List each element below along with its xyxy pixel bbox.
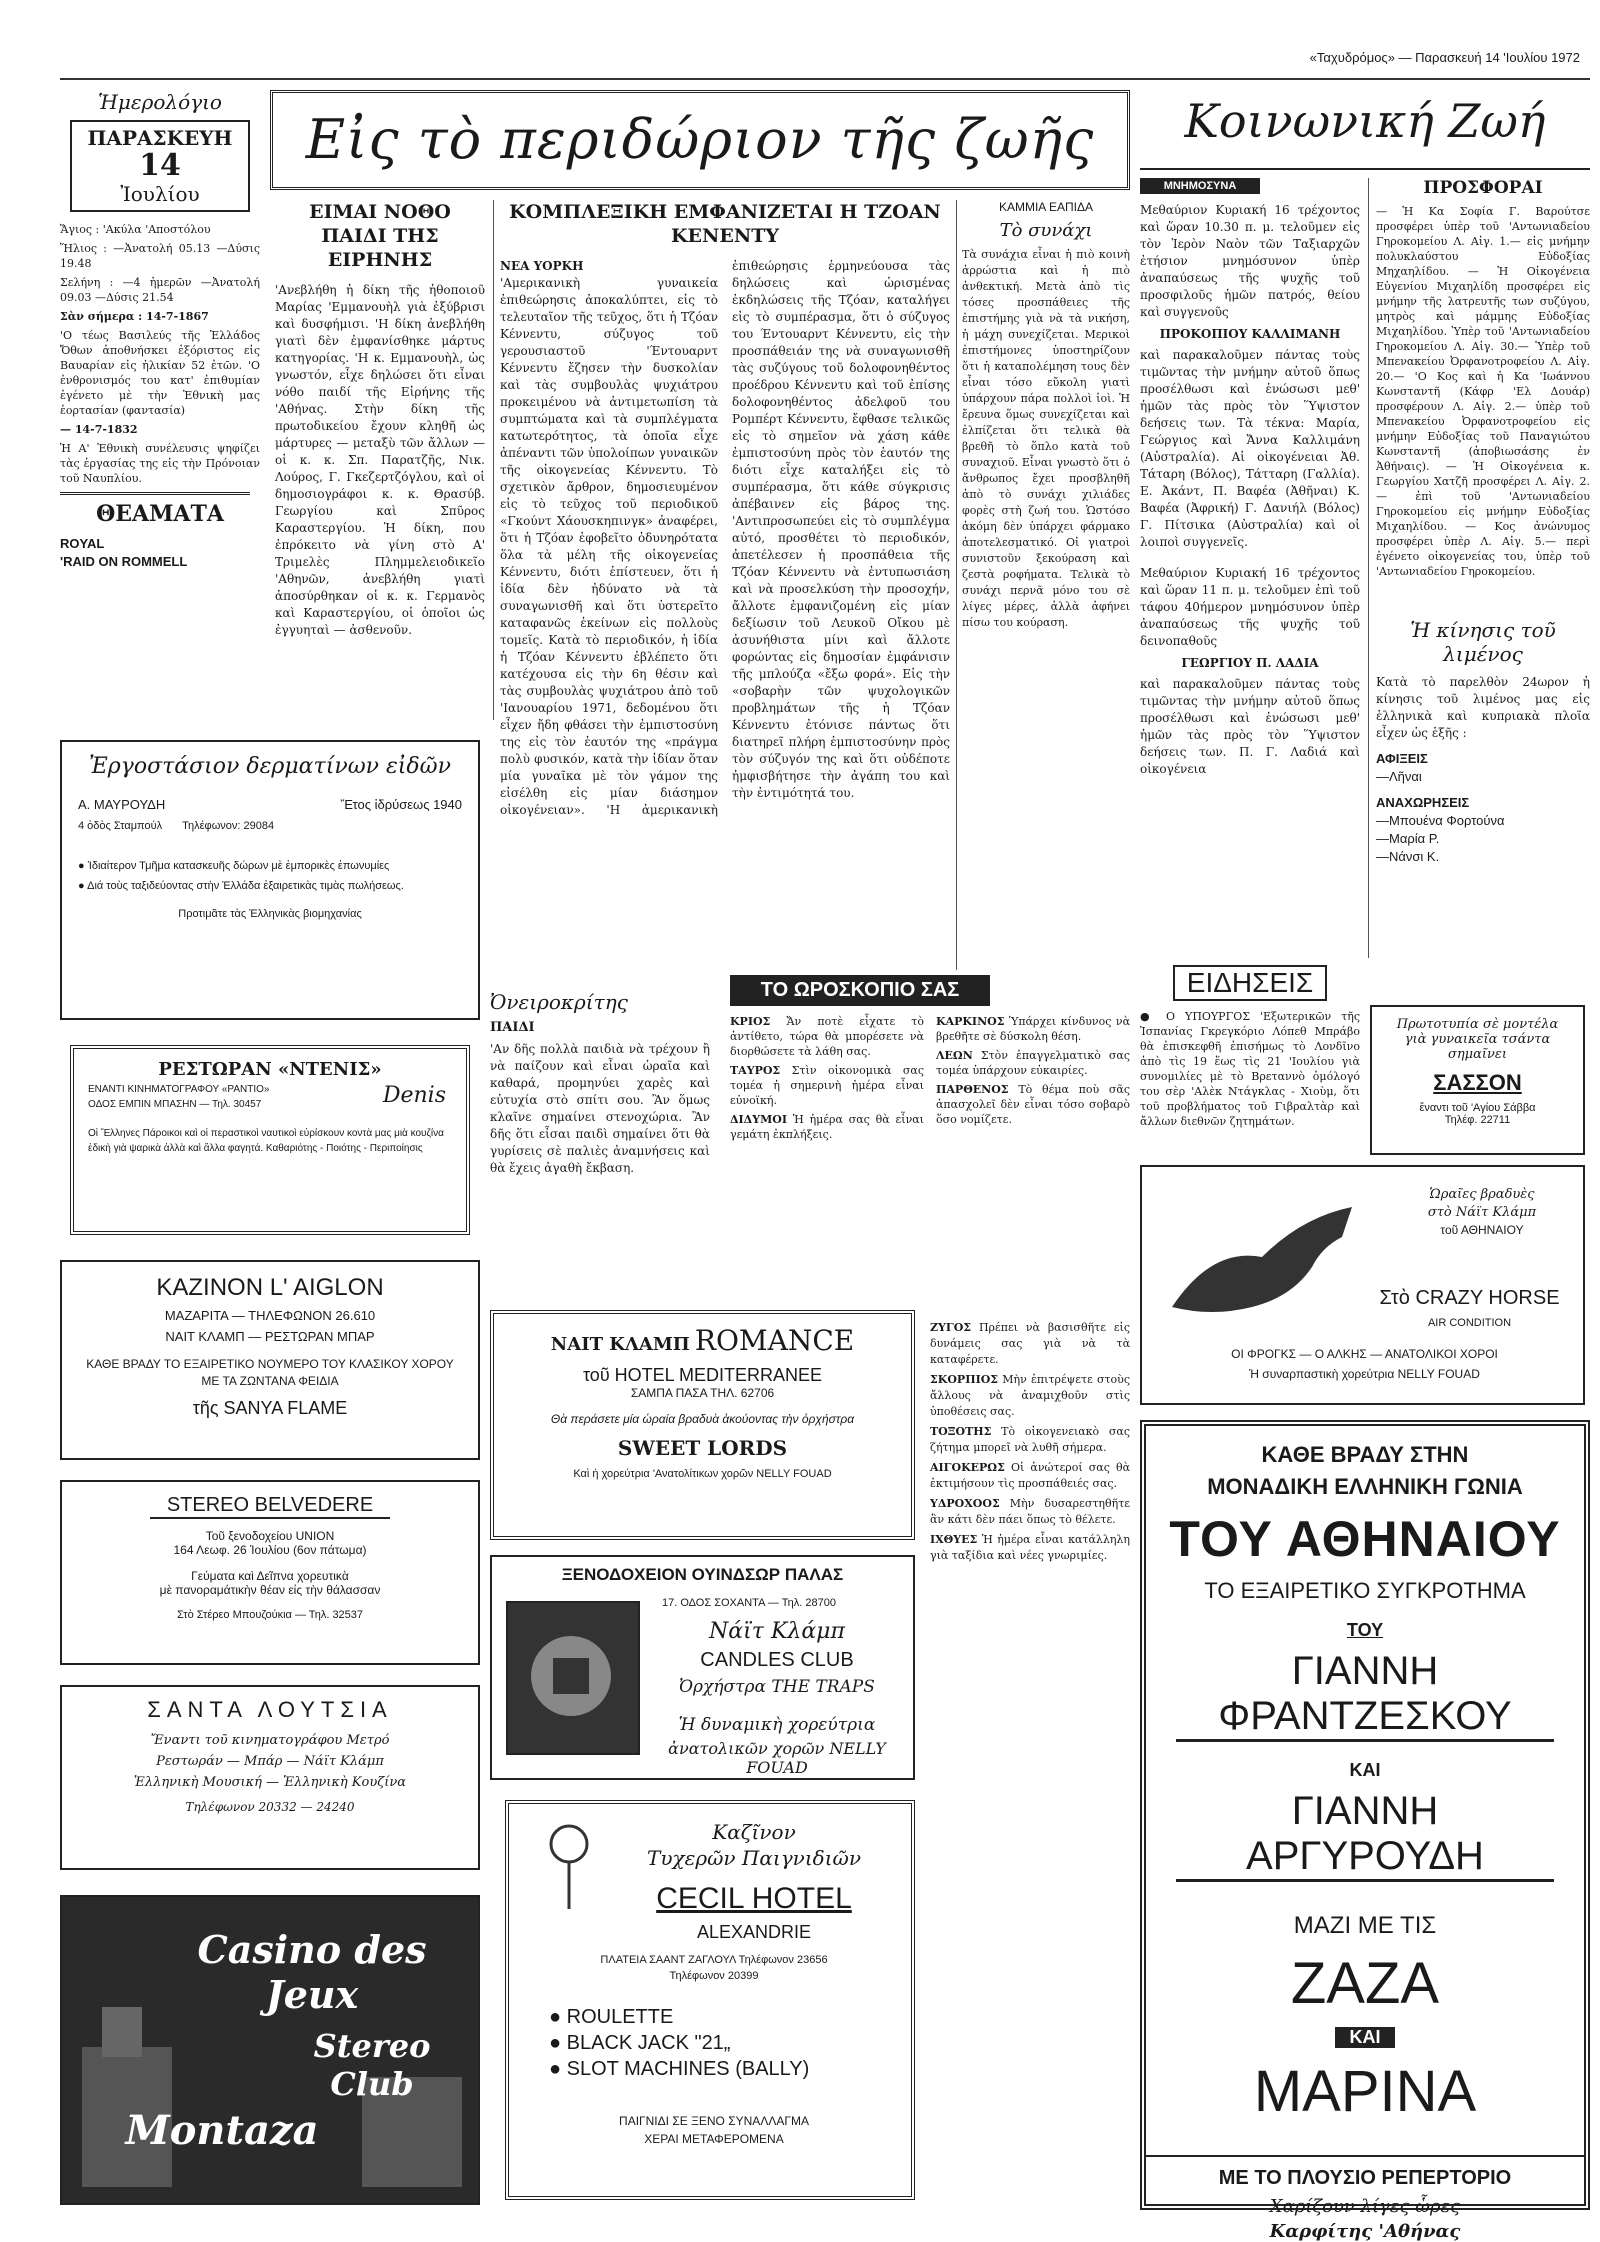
montaza-stereo: Stereo Club [313, 2027, 431, 2103]
ad-sasson-addr: ἔναντι τοῦ 'Αγίου Σάββα [1419, 1102, 1536, 1114]
sign-capricorn: ΑΙΓΟΚΕΡΩΣ [930, 1461, 1005, 1474]
article-kennedy [500, 200, 950, 970]
ad-athinaiou [1140, 1420, 1590, 2242]
ad-ath-l2: ΜΟΝΑΔΙΚΗ ΕΛΛΗΝΙΚΗ ΓΩΝΙΑ [1207, 1474, 1523, 1499]
ad-aiglon [60, 1260, 480, 1460]
ad-crazy-horse [1140, 1165, 1585, 1405]
calendar-column [60, 86, 260, 726]
ad-denis-addr1: ΕΝΑΝΤΙ ΚΙΝΗΜΑΤΟΓΡΑΦΟΥ «ΡΑΝΤΙΟ» [88, 1084, 270, 1095]
ad-santa-lucia [60, 1685, 480, 1870]
ad-fur-owner: Α. ΜΑΥΡΟΥΔΗ [78, 797, 166, 812]
memorial-1-name: ΠΡΟΚΟΠΙΟΥ ΚΑΛΛΙΜΑΝΗ [1159, 327, 1341, 341]
offers-column [1376, 178, 1590, 948]
sign-aquarius: ΥΔΡΟΧΟΟΣ [930, 1497, 1000, 1510]
ad-cecil-hotel: CECIL HOTEL [656, 1882, 852, 1915]
ad-fur-owner-row [78, 797, 462, 812]
ad-fur-item-text: Ἰδιαίτερον Τμῆμα κατασκευῆς δώρων μὲ ἐμπορικὲς ἐπωνυμίες [87, 860, 390, 872]
ad-romance-head [494, 1324, 911, 1357]
calendar-title: Ἡμερολόγιο [98, 90, 222, 114]
ad-cecil-city: ALEXANDRIE [696, 1922, 812, 1942]
ad-windsor-addr: 17. ΟΔΟΣ ΣΟΧΑΝΤΑ — Τηλ. 28700 [662, 1597, 836, 1609]
ad-ath-l6: ΓΙΑΝΝΗ ΦΡΑΝΤΖΕΣΚΟΥ [1176, 1649, 1554, 1742]
article-noth-title: ΕΙΜΑΙ ΝΟΘΟ ΠΑΙΔΙ ΤΗΣ ΕΙΡΗΝΗΣ [309, 201, 451, 271]
sign-leo-text: Στὸν ἐπαγγελματικὸ σας τομέα ὑπάρχουν εὐκαιρίες. [936, 1049, 1131, 1077]
ad-romance-hotel: τοῦ HOTEL MEDITERRANEE [582, 1365, 823, 1385]
port-departures-title: ΑΝΑΧΩΡΗΣΕΙΣ [1376, 795, 1470, 810]
almanac-event-2: Ἡ Α' Ἐθνικὴ συνέλευσις ψηφίζει τὰς ἐργασίας της εἰς τὴν Πρόνοιαν τοῦ Ναυπλίου. [60, 442, 260, 485]
article-noth [275, 200, 485, 720]
ad-cecil-casino: Καζῖνον [712, 1820, 796, 1844]
ad-ath-l11: ΚΑΙ [1335, 2027, 1395, 2048]
ad-ath-l13: ΜΕ ΤΟ ΠΛΟΥΣΙΟ ΡΕΠΕΡΤΟΡΙΟ [1146, 2155, 1584, 2190]
col-divider [493, 200, 494, 720]
memorial-1-signers: καὶ παρακαλοῦμεν πάντας τοὺς τιμῶντας τὴν μνήμην αὐτοῦ ὅπως προσέλθωσι καὶ ἑνώσωσι μεθ' ἡμῶν τὰς πρὸς τὸν Ὕψιστον δεήσεις των. Τὰ τέκνα: Μαρία, Γεώργιος καὶ Ἄννα Καλλιμάνη (Αὐστραλία). Αἱ οἰκογένειαι Ἀθ. Τάταρη (Βόλος), Τάτταρη (Γαλλία). Ε. Ἀκάντ, Π. Βαφέα (Ἀθῆναι) Κ. Βαφέα (Ἀφρική) Γ. Δανιήλ (Βόλος) Γ. Πίτσικα (Αὐστραλία) καὶ οἱ λοιποὶ συγγενεῖς. [1140, 348, 1360, 549]
sign-leo: ΛΕΩΝ [936, 1049, 973, 1062]
sign-taurus: ΤΑΥΡΟΣ [730, 1064, 781, 1077]
ad-cecil-games: Τυχερῶν Παιγνιδιῶν [646, 1846, 862, 1870]
ad-fur-title: Ἐργοστάσιον δερματίνων εἰδῶν [88, 754, 451, 779]
dream-box [490, 990, 710, 1250]
ad-crazy-venue: Στὸ CRAZY HORSE [1379, 1287, 1560, 1309]
ad-belvedere-addr: 164 Λεωφ. 26 Ἰουλίου (6ον πάτωμα) [173, 1543, 367, 1557]
ad-cecil-games-list [549, 2004, 809, 2082]
ad-windsor-band: Ὀρχήστρα THE TRAPS [679, 1677, 875, 1697]
ad-cecil-foreign-currency: ΠΑΙΓΝΙΔΙ ΣΕ ΞΕΝΟ ΣΥΝΑΛΛΑΓΜΑ [619, 2114, 809, 2128]
ad-fur-item: ● Διά τοὺς ταξιδεύοντας στὴν Ἑλλάδα ἐξαιρετικὰς τιμὰς πωλήσεως. [78, 880, 404, 892]
ad-sasson-l2: γιὰ γυναικεῖα τσάντα [1404, 1032, 1551, 1047]
ad-belvedere-hotel: Τοῦ ξενοδοχείου UNION [205, 1529, 335, 1543]
theatres-title: ΘΕΑΜΑΤΑ [96, 501, 224, 527]
news-title: ΕΙΔΗΣΕΙΣ [1173, 965, 1327, 1001]
ad-ath-l9: ΜΑΖΙ ΜΕ ΤΙΣ [1293, 1912, 1437, 1939]
sign-virgo: ΠΑΡΘΕΝΟΣ [936, 1083, 1009, 1096]
almanac-today-date-2: — 14-7-1832 [60, 423, 138, 436]
almanac-today-date: Σὰν σήμερα : 14-7-1867 [60, 310, 209, 323]
article-kennedy-title: ΚΟΜΠΛΕΞΙΚΗ ΕΜΦΑΝΙΖΕΤΑΙ Η ΤΖΟΑΝ ΚΕΝΕΝΤΥ [509, 201, 941, 247]
ad-romance-promo: Θὰ περάσετε μία ὡραία βραδυὰ ἀκούοντας τὴν ὀρχήστρα [550, 1412, 855, 1426]
article-kennedy-body-wrap [500, 258, 950, 978]
ad-ath-l10: ΖΑΖΑ [1290, 1951, 1440, 2016]
sign-aries-text: Ἄν ποτὲ εἶχατε τὸ ἀντίθετο, τώρα θὰ μπορέσετε νὰ διορθώσετε τὰ λάθη σας. [730, 1015, 925, 1058]
article-kennedy-body: 'Αμερικανικὴ γυναικεία ἐπιθεώρησις ἀποκαλύπτει, εἰς τὸ τελευταῖον τῆς τεῦχος, ὅτι ἡ Τζόαν Κέννεντυ, σύζυγος τοῦ γερουσιαστοῦ 'Έντουαρντ Κέννεντυ ἔζησεν τὴν δυσκολίαν καὶ τὰς συμβουλὰς ψυχιάτρου προκειμένου νὰ ἀντιμετωπίση τὰ συμπτώματα καὶ τὰ συμπλέγματα κατωτερότητος, τὰ ὁποῖα εἶχε ἀπέναντι τῶν ὑπολοίπων γυναικῶν τῆς οἰκογενείας Κέννεντυ. Τὸ σχετικὸν ἄρθρον, δημοσιευμένον εἰς τὸ τεῦχος τοῦ περιοδικοῦ «Γκούντ Χάουσκηπινγκ» ἀναφέρει, ὅτι ἡ Τζόαν ἐφοβεῖτο ὁδυνηρότατα ὅλα τὰ μέλη τῆς οἰκογενείας Κέννεντυ, διότι ἐπίστευεν, ὅτι ἡ ἰδία δὲν ἠδύνατο νὰ τὰ συναγωνισθῆ καὶ ὅτι ὑστερεῖτο καταφανῶς ἐκείνων εἰς πολλοὺς τομεῖς. Κατὰ τὸ περιοδικόν, ἡ ἰδία ἡ Τζόαν Κέννεντυ ἐβλέπετο ὅτι κατέχουσα εἰς τὴν 6η θέσιν καὶ τὰς συμβουλὰς ψυχιάτρου ἀπὸ τοῦ 'Ιανουαρίου 1971, δεδομένου ὅτι εἶχεν ἤδη φθάσει τὴν ἐμπιστοσύνη της εἰς τὸν ἑαυτόν της «πράγμα πολὺ φυσικόν, κατὰ τὴν ἰδίαν ὅταν μία γυναῖκα μὲ τὸν γάμον της εἰσέλθη εἰς μίαν διάσημον οἰκογένειαν». 'Η ἀμερικανικὴ ἐπιθεώρησις ἑρμηνεύουσα τὰς δηλώσεις καὶ ὡρισμένας ἐκδηλώσεις τῆς Τζόαν, καταλήγει εἰς τὸ συμπέρασμα, ὅτι ὁ σύζυγος του Έντουαρντ Κέννεντυ, εἰς τὴν προσπάθειάν της νὰ συναγωνισθῆ τὰς συζύγους τοῦ δολοφονηθέντος προέδρου Κέννεντυ καὶ τοῦ ἐπίσης δολοφονηθέντος ἀδελφοῦ του Ρομπέρτ Κέννεντυ, ἔφθασε τελικῶς εἰς τὸ σημεῖον νὰ χάση κάθε ἐμπιστοσύνη πρὸς τὸν ἑαυτόν της διότι εἶχε καταλήξει εἰς τὸ συμπέρασμα, ὅτι κάθε σύγκρισις ἀπέβαινεν εἰς βάρος της. 'Αντιπροσωπεύει εἰς τὸ συμπλέγμα αὐτό, προσθέτει τὸ περιοδικόν, ἀπετέλεσεν ἡ προσπάθεια τῆς Τζόαν Κέννεντυ νὰ ἐντυπωσιάση καὶ νὰ προσελκύση τὴν προσοχήν, ἄλλοτε ἐμφανιζομένη εἰς μίαν δεξίωσιν τοῦ Λευκοῦ Οἴκου μὲ ἀσυνήθιστα μίνι καὶ ἄλλοτε φορώντας εἰς δημοσίαν ἐμφάνισιν τῆς μπλούζα «ἔξω φορά». Εἰς τὴν «σοβαρὴν τῶν ψυχολογικῶν προβλημάτων τῆς ἡ Τζόαν Κέννεντυ ἐτόνισε πάντως ὅτι διατηρεῖ πλήρη ἐμπιστοσύνην πρὸς τὸν σύζυγόν της καὶ ὅτι οὐδέποτε ἠμφισβήτησε τὴν ἀγάπη του καὶ τὴν ἐντιμότητά του. [500, 259, 950, 817]
weekday: ΠΑΡΑΣΚΕΥΗ [87, 126, 233, 150]
game-item: ● SLOT MACHINES (BALLY) [549, 2058, 810, 2080]
ad-santa-title: ΣΑΝΤΑ ΛΟΥΤΣΙΑ [147, 1697, 393, 1722]
ad-romance-band: SWEET LORDS [617, 1436, 788, 1460]
ad-fur-addr-row [78, 820, 462, 832]
sign-pisces: ΙΧΘΥΕΣ [930, 1533, 978, 1546]
sign-sagittarius: ΤΟΞΟΤΗΣ [930, 1425, 992, 1438]
ad-windsor-dancer-l2: ἀνατολικῶν χορῶν NELLY FOUAD [668, 1739, 886, 1777]
ad-ath-l5: ΤΟΥ [1346, 1620, 1384, 1640]
ad-fur-footer: Προτιμᾶτε τὰς Ἑλληνικὰς βιομηχανίας [178, 908, 362, 920]
port-departure: —Μπουένα Φορτούνα [1376, 813, 1505, 828]
article-cold-title: Τὸ συνάχι [999, 220, 1093, 241]
dream-text: 'Αν δῆς πολλὰ παιδιὰ νὰ τρέχουν ἢ νὰ παίζουν καὶ εἶναι ὡραῖα καὶ καθαρά, προμηνύει χαρὲς καὶ εὐτυχία στὸ σπίτι σου. Ἂν ὅμως κλαῖνε σημαίνει στενοχώρια. Ἂν δῆς ὅτι εἶσαι παιδὶ σημαίνει ὅτι θὰ γυρίσεις σὲ παλιὲς ἀναμνήσεις καὶ θὰ ἔχεις ἀγαθὴ ἔκβαση. [490, 1042, 710, 1175]
theatre-name: ROYAL [60, 536, 105, 551]
memorials-title: ΜΝΗΜΟΣΥΝΑ [1140, 178, 1260, 194]
article-kennedy-dateline: ΝΕΑ ΥΟΡΚΗ [500, 259, 584, 273]
ad-crazy-l2: στὸ Νάϊτ Κλάμπ [1427, 1205, 1537, 1220]
almanac [60, 222, 260, 486]
ad-windsor-title: ΞΕΝΟΔΟΧΕΙΟΝ ΟΥΙΝΔΣΩΡ ΠΑΛΑΣ [561, 1565, 844, 1584]
running-header: «Ταχυδρόμος» — Παρασκευή 14 'Ιουλίου 1972 [1309, 50, 1580, 65]
header-rule [60, 78, 1590, 80]
memorials-column [1140, 178, 1360, 958]
social-life-title: Κοινωνική Ζωή [1184, 94, 1546, 148]
sign-libra-text: Πρέπει νὰ βασισθῆτε εἰς δυνάμεις σας γιὰ νὰ τὰ καταφέρετε. [930, 1321, 1130, 1366]
sign-cancer: ΚΑΡΚΙΝΟΣ [936, 1015, 1005, 1028]
month: Ἰουλίου [120, 182, 200, 206]
ad-denis-logo: Denis [382, 1083, 446, 1108]
ad-aiglon-title: ΚΑΖΙΝΟΝ L' AIGLON [156, 1274, 384, 1301]
sign-gemini-text: Ἡ ἡμέρα σας θὰ εἶναι γεμάτη ἐκπλήξεις. [730, 1113, 924, 1141]
horoscope-title: ΤΟ ΩΡΟΣΚΟΠΙΟ ΣΑΣ [730, 975, 990, 1006]
ad-romance-addr: ΣΑΜΠΑ ΠΑΣΑ ΤΗΛ. 62706 [630, 1386, 775, 1400]
game-roulette: ROULETTE [566, 2006, 674, 2028]
memorial-1-text: Μεθαύριον Κυριακή 16 τρέχοντος καὶ ὥραν 10.30 π. μ. τελοῦμεν εἰς τὸν Ἱερὸν Ναὸν τῶν Ταξιαρχῶν ἐτήσιον μνημόσυνον ὑπὲρ ἀναπαύσεως τῆς ψυχῆς τοῦ προσφιλοῦς ἡμῶν πατρός, θείου καὶ συγγενοῦς [1140, 203, 1360, 319]
ad-sasson [1370, 1005, 1585, 1155]
article-cold-body: Τὰ συνάχια εἶναι ἡ πιὸ κοινὴ ἀρρώστια καὶ ἡ πιὸ ἀνθεκτική. Μετὰ ἀπὸ τὶς τόσες προσπάθειες τῆς ἐπιστήμης γιὰ νὰ τὰ νικήση, ἡ μάχη συνεχίζεται. Μερικοὶ ἐπιστήμονες ὑποστηρίζουν ὅτι ἡ καταπολέμηση τους δὲν εἶναι τόσο εὔκολη γιατὶ ὑπάρχουν πάρα πολλοὶ ἰοὶ. Ἡ ἔρευνα ὅμως συνεχίζεται καὶ ἐλπίζεται ὅτι τελικὰ θὰ βρεθῆ τὸ ὅπλο κατὰ τοῦ συναχιοῦ. Εἶναι γνωστὸ ὅτι ὁ ἄνθρωπος ἔχει προσβληθῆ ἀπὸ τὸ συνάχι χιλιάδες φορὲς στὴ ζωή του. Ὡστόσο ἀκόμη δὲν ὑπάρχει φάρμακο ἀποτελεσματικό. Οἱ γιατροὶ συνιστοῦν ξεκούραση καὶ ζεστὰ ροφήματα. Τελικὰ τὸ συνάχι περνᾶ μόνο του σὲ λίγες μέρες, ἀλλὰ ἀφήνει πίσω του κούραση. [962, 248, 1130, 629]
ad-windsor-nightclub: Νάϊτ Κλάμπ [709, 1619, 845, 1644]
ad-sasson-tel: Τηλέφ. 22711 [1444, 1114, 1511, 1126]
ad-ath-l4: ΤΟ ΕΞΑΙΡΕΤΙΚΟ ΣΥΓΚΡΟΤΗΜΑ [1204, 1578, 1526, 1603]
ad-belvedere-view: μὲ πανοραμάτικὴν θέαν εἰς τὴν θάλασσαν [159, 1583, 381, 1597]
montaza-name: Montaza [125, 2107, 319, 2154]
game-item: ● BLACK JACK "21„ [549, 2032, 731, 2054]
sign-sagittarius-text: Τὸ οἰκογενειακὸ σας ζήτημα μπορεῖ νὰ λυθῆ σήμερα. [930, 1425, 1130, 1454]
sign-virgo-text: Τὸ θέμα ποὺ σᾶς ἀπασχολεῖ δὲν εἶναι τόσο σοβαρὸ ὅσο νομίζετε. [936, 1083, 1130, 1126]
article-cold [962, 200, 1130, 960]
ad-fur-addr: 4 ὁδὸς Σταμπούλ [78, 820, 163, 832]
ad-crazy-acts: ΟΙ ΦΡΟΓΚΣ — Ο ΑΛΚΗΣ — ΑΝΑΤΟΛΙΚΟΙ ΧΟΡΟΙ [1231, 1347, 1498, 1361]
cecil-flower-icon [529, 1814, 609, 1914]
horoscope-continued [930, 1320, 1130, 2200]
ad-belvedere [60, 1480, 480, 1665]
ad-belvedere-meals: Γεύματα καὶ Δεῖπνα χορευτικὰ [191, 1569, 349, 1583]
windsor-crest-svg [508, 1603, 634, 1749]
article-cold-byline: ΚΑΜΜΙΑ ΕΑΠΙΔΑ [998, 200, 1094, 214]
ad-sasson-name: ΣΑΣΣΟΝ [1433, 1070, 1522, 1095]
game-item: ● ROULETTE [549, 2006, 674, 2028]
col-divider [956, 200, 957, 970]
offers-text: — Ἡ Κα Σοφία Γ. Βαρούτσε προσφέρει ὑπὲρ τοῦ 'Αντωνιαδείου Γηροκομείου Λ. Αἰγ. 1.— εἰς μνήμην πολυκλαύστου Εὐδοξίας Μηχαηλίδου. — Ἡ Οἰκογένεια Εὐγενίου Μιχαηλίδη προσφέρει εἰς μνήμην τῆς λατρευτῆς των συζύγου, μητρὸς καὶ μάμμης Εὐδοξίας Μιχαηλίδου. Ὑπὲρ τοῦ 'Αντωνιαδείου Γηροκομείου Λ. Αἰγ. 30.— Ὑπὲρ τοῦ Μπενακείου Ὀρφανοτροφείου Λ. Αἰγ. 20.— 'Ο Κος καὶ ἡ Κα 'Ιωάννου Κωνσταντῆ (Κάφρ 'Ελ Δουάρ) προσφέρουν Λ. Αἰγ. 2.— ὑπὲρ τοῦ Μπενακείου Ὀρφανοτροφείου εἰς μνήμην Εὐδοξίας τοῦ Παναγιώτου Κωνσταντῆ (ἀποβιωσάσης ἐν Ἀθήναις). — Ἡ Οἰκογένεια κ. Γεωργίου Χατζῆ προσφέρει Λ. Αἰγ. 2.— ἐπὶ τοῦ 'Αντωνιαδείου Γηροκομείου εἰς μνήμην Εὐδοξίας Μιχαηλίδου. — Κος ἀνώνυμος προσφέρει ὑπὲρ Λ. Αἰγ. 5.— περὶ ἐγένετο οἰκογενείας του, ὑπὲρ τοῦ 'Αντωνιαδείου Γηροκομείου. [1376, 205, 1590, 578]
port-departure: —Μαρία Ρ. [1376, 831, 1440, 846]
game-slots: SLOT MACHINES (BALLY) [566, 2058, 810, 2080]
sign-taurus-text: Στὶν οἰκονομικὰ σας τομέα ἡ σημερινὴ ἡμέρα εἶναι εὐνοϊκή. [730, 1064, 924, 1107]
theatres-rule [60, 492, 250, 495]
ad-denis-title: ΡΕΣΤΩΡΑΝ «ΝΤΕΝΙΣ» [158, 1059, 382, 1080]
ad-aiglon-text: ΚΑΘΕ ΒΡΑΔΥ ΤΟ ΕΞΑΙΡΕΤΙΚΟ ΝΟΥΜΕΡΟ ΤΟΥ ΚΛΑΣΙΚΟΥ ΧΟΡΟΥ ΜΕ ΤΑ ΖΩΝΤΑΝΑ ΦΕΙΔΙΑ [86, 1357, 454, 1388]
ad-romance-nightclub: ΝΑΙΤ ΚΛΑΜΠ [550, 1334, 690, 1355]
memorial-2-text: Μεθαύριον Κυριακή 16 τρέχοντος καὶ ὥραν 11 π. μ. τελοῦμεν ἐπὶ τοῦ τάφου 40ήμερον μνημόσυνον ὑπὲρ ἀναπαύσεως τῆς ψυχῆς τοῦ δεινοπαθοῦς [1140, 566, 1360, 648]
ad-montaza [60, 1895, 480, 2205]
ad-cecil-tel: Τηλέφωνον 20399 [669, 1970, 759, 1982]
ad-ath-l15: Καρφίτης 'Αθήνας [1269, 2221, 1461, 2242]
ad-windsor-club: CANDLES CLUB [700, 1649, 854, 1671]
ad-windsor [490, 1555, 915, 1780]
ad-fur-factory [60, 740, 480, 1020]
ad-belvedere-tel: Στὸ Στέρεο Μπουζούκια — Τηλ. 32537 [176, 1609, 364, 1621]
memorial-2-signers: καὶ παρακαλοῦμεν πάντας τοὺς τιμῶντας τὴν μνήμην αὐτοῦ ὅπως προσέλθωσι καὶ ἑνώσωσι μεθ' ἡμῶν τὰς πρὸς τὸν Ὕψιστον δεήσεις των. Π. Γ. Λαδιά καὶ οἰκογένεια [1140, 677, 1360, 776]
almanac-sun: Ἥλιος : —Ἀνατολή 05.13 —Δύσις 19.48 [60, 242, 260, 270]
sign-scorpio: ΣΚΟΡΠΙΟΣ [930, 1373, 999, 1386]
sign-capricorn-text: Οἱ ἀνώτεροί σας θὰ ἐκτιμήσουν τὶς προσπάθειές σας. [930, 1461, 1131, 1490]
ad-belvedere-title: STEREO BELVEDERE [150, 1494, 390, 1519]
port-text: Κατὰ τὸ παρελθὸν 24ωρον ἡ κίνησις τοῦ λιμένος μας εἰς ἑλληνικὰ καὶ κυπριακὰ πλοῖα εἶχεν ὡς ἑξῆς : [1376, 675, 1590, 740]
ad-crazy-l1: Ὡραῖες βραδυὲς [1429, 1187, 1535, 1202]
almanac-event-1: 'Ο τέως Βασιλεύς τῆς Ἑλλάδος Ὄθων ἀποθνήσκει ἐξόριστος εἰς Βαυαρίαν εἰς ἡλικίαν 52 ἐτῶν. 'Ο ἐνθρονισμός του κατ' ἐπιθυμίαν ἐγένετο μὲ τὴν Ἐθνικὴ μας ἑορτασίαν (φαντασία) [60, 329, 260, 417]
social-rule [1140, 168, 1590, 170]
ad-fur-item-text: Διά τοὺς ταξιδεύοντας στὴν Ἑλλάδα ἐξαιρετικὰς τιμὰς πωλήσεως. [87, 880, 404, 892]
windsor-crest-icon [506, 1601, 640, 1755]
ad-denis-text: Οἱ Ἕλληνες Πάροικοι καὶ οἱ περαστικοὶ ναυτικοὶ εὑρίσκουν κοντὰ μας μιὰ κουζίνα ἐδικὴ γιὰ ψαρικὰ ἀλλὰ καὶ ἄλλα φαγητά. Καθαριότης - Ποιότης - Περιποίησις [88, 1128, 444, 1154]
dream-subject: ΠΑΙΔΙ [490, 1020, 535, 1035]
ad-ath-l12: ΜΑΡΙΝΑ [1253, 2059, 1477, 2124]
theatre-film: 'RAID ON ROMMELL [60, 554, 188, 569]
section-title: Εἰς τὸ περιδώριον τῆς ζωῆς [305, 108, 1095, 171]
offers-title: ΠΡΟΣΦΟΡΑΙ [1423, 178, 1543, 198]
ad-denis-addr2: ΟΔΟΣ ΕΜΠΙΝ ΜΠΑΣΗΝ — Τηλ. 30457 [88, 1099, 262, 1110]
date-number: 14 [139, 148, 181, 183]
ad-sasson-l3: σημαῖνει [1448, 1047, 1507, 1062]
ad-ath-l7: ΚΑΙ [1349, 1760, 1381, 1780]
ad-romance-dancer: Καὶ ἡ χορεύτρια 'Ανατολίτικων χορῶν NELLY FOUAD [573, 1468, 832, 1480]
sign-aries: ΚΡΙΟΣ [730, 1015, 771, 1028]
ad-crazy-l3: τοῦ ΑΘΗΝΑΙΟΥ [1440, 1223, 1524, 1237]
social-life-header [1140, 86, 1590, 166]
ad-aiglon-addr: ΜΑΖΑΡΙΤΑ — ΤΗΛΕΦΩΝΟΝ 26.610 [164, 1308, 376, 1323]
ad-ath-l8: ΓΙΑΝΝΗ ΑΡΓΥΡΟΥΔΗ [1176, 1789, 1554, 1882]
ad-windsor-dancer-l1: Ἡ δυναμικὴ χορεύτρια [678, 1715, 876, 1735]
ad-cecil-transferable: ΧΕΡΑΙ ΜΕΤΑΦΕΡΟΜΕΝΑ [644, 2132, 784, 2146]
ad-santa-l2: Ρεστωράν — Μπάρ — Νάϊτ Κλάμπ [156, 1754, 384, 1769]
section-header-box [270, 90, 1130, 190]
ad-ath-l14: Χαρίζουν λίγες ὧρες [1269, 2196, 1461, 2217]
sign-pisces-text: Ἡ ἡμέρα εἶναι κατάλληλη γιὰ ταξίδια καὶ νέες γνωριμίες. [930, 1533, 1130, 1562]
port-lists [1376, 750, 1590, 866]
ad-romance-name: ROMANCE [694, 1324, 855, 1357]
ad-sasson-l1: Πρωτοτυπία σὲ μοντέλα [1396, 1017, 1559, 1032]
date-box [70, 120, 250, 212]
almanac-moon: Σελήνη : —4 ἡμερῶν —Ἀνατολή 09.03 —Δύσις 21.54 [60, 276, 260, 304]
ad-aiglon-sub: ΝΑΙΤ ΚΛΑΜΠ — ΡΕΣΤΩΡΑΝ ΜΠΑΡ [165, 1329, 375, 1344]
ad-fur-since: Ἔτος ἱδρύσεως 1940 [340, 797, 462, 812]
ad-romance [490, 1310, 915, 1540]
ad-cecil [505, 1800, 915, 2200]
sign-aquarius-text: Μὴν δυσαρεστηθῆτε ἂν κάτι δὲν πάει ὅπως τὸ θέλετε. [930, 1497, 1130, 1526]
horoscope [730, 975, 1130, 1305]
ad-cecil-addr: ΠΛΑΤΕΙΑ ΣΑΑΝΤ ΖΑΓΛΟΥΛ Τηλέφωνον 23656 [600, 1954, 828, 1966]
ad-fur-items [78, 858, 462, 894]
dream-title: Ὀνειροκρίτης [490, 990, 628, 1014]
sign-cancer-text: Ὑπάρχει κίνδυνος νὰ βρεθῆτε σὲ δύσκολη θέση. [936, 1015, 1131, 1043]
theatres-list [60, 535, 260, 571]
ad-santa-l3: Ἑλληνικὴ Μουσική — Ἑλληνικὴ Κουζίνα [133, 1775, 407, 1790]
news-text: ● Ο ΥΠΟΥΡΓΟΣ 'Εξωτερικῶν τῆς Ἰσπανίας Γκρεγκόριο Λόπεθ Μπράβο θὰ ἐπισκεφθῆ ἐπισήμως τὸ Λονδῖνο ἀπὸ τὶς 19 ἕως τὶς 21 'Ιουλίου γιὰ συνομιλίες μὲ τὸ Βρεταννὸ ὁμόλογό του σὲρ 'Αλὲκ Ντάγκλας - Χιοὺμ, ὅτι τοῦ προβλήματος τοῦ Γιβραλτὰρ καὶ ἄλλων διεθνῶν ζητημάτων. [1140, 1010, 1360, 1128]
sign-scorpio-text: Μὴν ἐπιτρέψετε στοὺς ἄλλους νὰ ἀναμιχθοῦν στὶς ὑποθέσεις σας. [930, 1373, 1131, 1418]
ad-ath-l3: ΤΟΥ ΑΘΗΝΑΙΟΥ [1169, 1511, 1561, 1567]
horse-icon [1152, 1187, 1382, 1337]
ad-ath-l1: ΚΑΘΕ ΒΡΑΔΥ ΣΤΗΝ [1261, 1442, 1469, 1467]
ad-santa-l1: Ἔναντι τοῦ κινηματογράφου Μετρό [150, 1733, 390, 1748]
ad-fur-tel: Τηλέφωνον: 29084 [182, 820, 275, 832]
game-blackjack: BLACK JACK "21„ [566, 2032, 731, 2054]
ad-fur-item: ● Ἰδιαίτερον Τμῆμα κατασκευῆς δώρων μὲ ἐμπορικὲς ἐπωνυμίες [78, 860, 390, 872]
horoscope-body [730, 1014, 1130, 1299]
news-box [1140, 965, 1360, 1135]
ad-crazy-dancer: Ἡ συναρπαστικὴ χορεύτρια NELLY FOUAD [1249, 1367, 1480, 1381]
sign-libra: ΖΥΓΟΣ [930, 1321, 972, 1334]
ad-denis [70, 1045, 470, 1235]
port-departure: —Νάνσι Κ. [1376, 849, 1440, 864]
ad-aiglon-star: τῆς SANYA FLAME [192, 1398, 348, 1418]
col-divider [1368, 178, 1369, 958]
almanac-saint: Ἅγιος : 'Ακύλα 'Αποστόλου [60, 223, 211, 236]
ad-crazy-ac: AIR CONDITION [1427, 1317, 1512, 1329]
port-arrival: —Λῆναι [1376, 769, 1422, 784]
port-arrivals-title: ΑΦΙΞΕΙΣ [1376, 751, 1428, 766]
memorial-2-name: ΓΕΩΡΓΙΟΥ Π. ΛΑΔΙΑ [1181, 656, 1319, 670]
montaza-casino: Casino des Jeux [197, 1927, 427, 2017]
port-title: Ἡ κίνησις τοῦ λιμένος [1410, 618, 1556, 666]
ad-santa-tel: Τηλέφωνον 20332 — 24240 [185, 1800, 355, 1814]
sign-gemini: ΔΙΔΥΜΟΙ [730, 1113, 787, 1126]
article-noth-body: 'Ανεβλήθη ἡ δίκη τῆς ἠθοποιοῦ Μαρίας 'Εμμανουὴλ γιὰ ἐξύβρισι καὶ δυσφήμισι. 'Η δίκη ἀνεβλήθη γιατὶ δὲν ἐμφανίσθηκε μάρτυς κατηγορίας. 'Η κ. Εμμανουὴλ, ὡς γνωστόν, εἶχε δηλώσει ὅτι εἶναι νόθο παιδί τῆς Εἰρήνης τῆς 'Αθήνας. Στὴν δίκη τῆς πρωτοδικείου ἔχουν κληθῆ ὡς μάρτυρες — μεταξὺ τῶν ἄλλων — οἱ κ. κ. Σπ. Παρατζῆς, Νικ. Λούρος, Γ. Γκεζερτζόγλου, καὶ οἱ δημοσιογράφοι κ. κ. Θρασύβ. Γεωργίου καὶ Σπῦρος Καραστεργίου. Ἡ δίκη, που ἐπρόκειτο νὰ γίνη στὸ Α' Τριμελὲς Πλημμελειοδικεῖο 'Αθηνῶν, ἀνεβλήθη γιατὶ ἀποσύρθηκαν οἱ κ. κ. Γερμανὸς καὶ Καραστεργίου, οἱ ὁποῖοι ὡς ἐγγυηταὶ — ἀσθενοῦν. [275, 283, 485, 637]
